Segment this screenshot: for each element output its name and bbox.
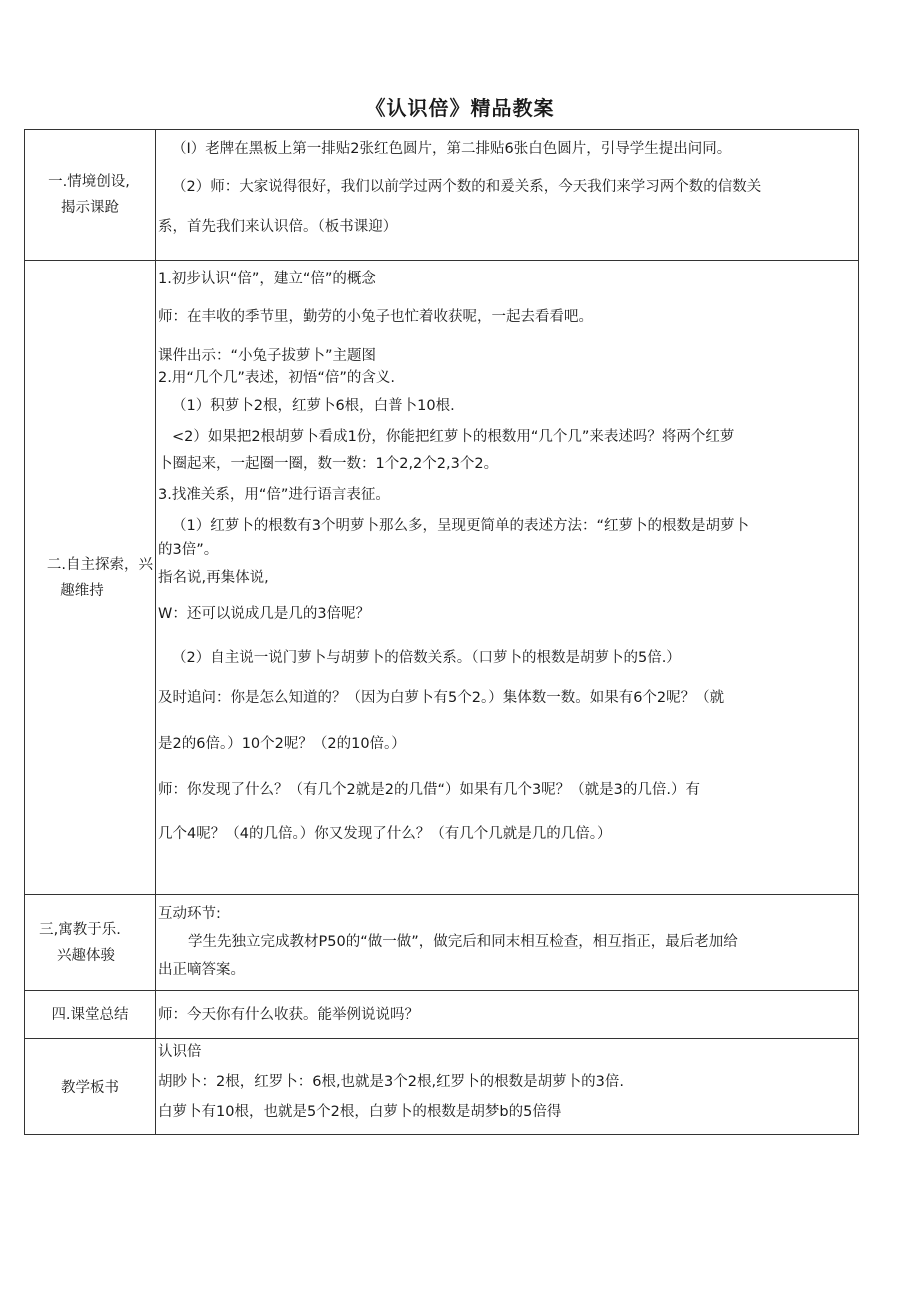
- table-row: [25, 130, 859, 261]
- section-label: [25, 1039, 156, 1135]
- content-line: 是2的6倍。）10个2呢？（2的10倍。）: [158, 736, 406, 752]
- section-content: [156, 261, 859, 895]
- content-line: （1）红萝卜的根数有3个明萝卜那么多，呈现更简单的表述方法：“红萝卜的根数是胡萝卜: [172, 518, 749, 534]
- section-label-line: 教学板书: [61, 1080, 119, 1096]
- content-line: 胡眇卜：2根，红罗卜：6根,也就是3个2根,红罗卜的根数是胡萝卜的3倍.: [158, 1074, 624, 1090]
- content-line: （I）老牌在黑板上第一排贴2张红色圆片，第二排贴6张白色圆片，引导学生提出问同。: [172, 141, 732, 157]
- content-line: 卜圈起来，一起圈一圈，数一数：1个2,2个2,3个2。: [158, 456, 499, 472]
- content-line: 及时追问：你是怎么知道的？（因为白萝卜有5个2。）集体数一数。如果有6个2呢？（就: [158, 690, 725, 706]
- section-content: [156, 1039, 859, 1135]
- content-line: 2.用“几个几”表述，初悟“倍”的含义.: [158, 370, 395, 386]
- section-content: [156, 130, 859, 261]
- section-label: [25, 261, 156, 895]
- document-title: 《认识倍》精品教案: [365, 96, 555, 120]
- table-row: [25, 895, 859, 991]
- content-line: 出正嘀答案。: [158, 962, 245, 978]
- content-line: 师：在丰收的季节里，勤劳的小兔子也忙着收获呢，一起去看看吧。: [158, 309, 593, 325]
- table-row: [25, 991, 859, 1039]
- section-label: [25, 991, 156, 1039]
- section-label-line: 揭示课跄: [61, 200, 119, 216]
- section-content: [156, 895, 859, 991]
- content-line: 师：你发现了什么？（有几个2就是2的几借“）如果有几个3呢？（就是3的几倍.）有: [158, 782, 701, 798]
- content-line: 师：今天你有什么收获。能举例说说吗？: [158, 1006, 419, 1023]
- content-line: <2）如果把2根胡萝卜看成1份，你能把红萝卜的根数用“几个几”来表述吗？将两个红萝: [172, 429, 735, 445]
- section-label-line: 趣维持: [60, 582, 104, 599]
- section-label: [25, 130, 156, 261]
- content-line: （2）自主说一说门萝卜与胡萝卜的倍数关系。（口萝卜的根数是胡萝卜的5倍.）: [172, 650, 681, 666]
- content-line: 系，首先我们来认识倍。（板书课迎）: [158, 219, 398, 235]
- content-line: W：还可以说成几是几的3倍呢？: [158, 606, 371, 622]
- section-label-line: 四.课堂总结: [51, 1006, 129, 1023]
- content-line: 互动环节:: [158, 906, 221, 922]
- section-label-line: 兴趣体骏: [57, 947, 115, 964]
- section-label-line: 二.自主探索，兴: [46, 556, 153, 573]
- content-line: 认识倍: [158, 1044, 202, 1060]
- content-line: 指名说,再集体说,: [158, 570, 269, 586]
- content-line: 课件出示：“小兔子拔萝卜”主题图: [158, 348, 377, 364]
- table-row: [25, 1039, 859, 1135]
- section-content: [156, 991, 859, 1039]
- section-label: [25, 895, 156, 991]
- content-line: 3.找准关系，用“倍”进行语言表征。: [158, 487, 390, 503]
- content-line: （1）积萝卜2根，红萝卜6根，白普卜10根.: [172, 398, 455, 414]
- content-line: 几个4呢？（4的几倍。）你又发现了什么？（有几个几就是几的几倍。）: [158, 826, 612, 842]
- lesson-plan-table: [24, 129, 859, 1135]
- section-label-line: 一.情境创设,: [48, 174, 130, 190]
- table-row: [25, 261, 859, 895]
- content-line: 学生先独立完成教材P50的“做一做”，做完后和同末相互检查，相互指正，最后老加给: [188, 934, 738, 950]
- section-label-line: 三,寓教于乐.: [39, 921, 121, 938]
- content-line: 1.初步认识“倍”，建立“倍”的概念: [158, 271, 376, 287]
- content-line: 的3倍”。: [158, 542, 219, 558]
- content-line: 白萝卜有10根，也就是5个2根，白萝卜的根数是胡梦b的5倍得: [158, 1104, 562, 1120]
- content-line: （2）师：大家说得很好，我们以前学过两个数的和爰关系，今天我们来学习两个数的信数关: [172, 179, 762, 195]
